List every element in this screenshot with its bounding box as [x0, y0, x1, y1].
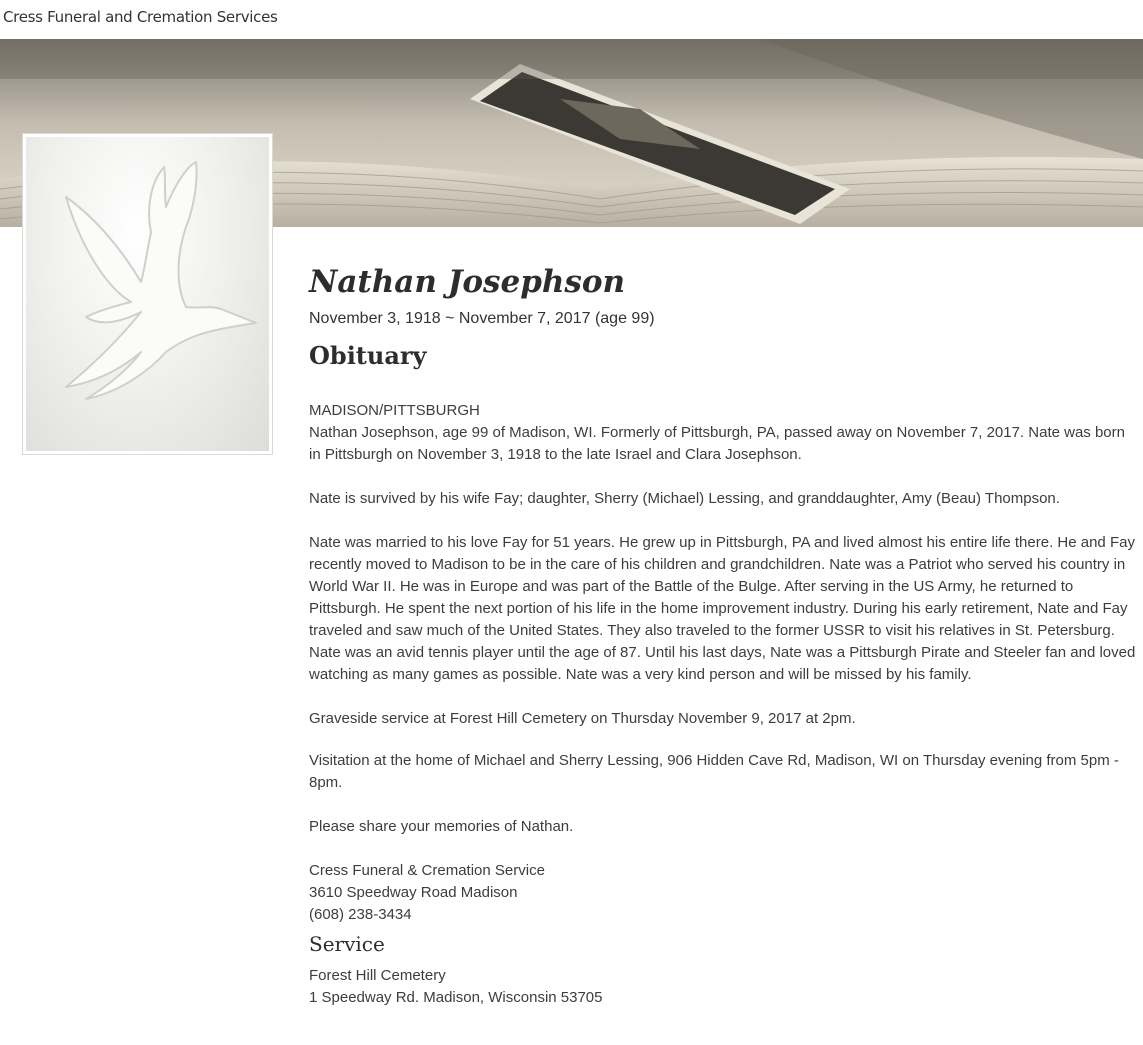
funeral-home-address: 3610 Speedway Road Madison [309, 884, 518, 901]
obituary-life: Nate was married to his love Fay for 51 years. He grew up in Pittsburgh, PA and lived almost his entire life there. He and Fay recently moved to Madison to be in the care of his children and grandchildren. Nate was a Patriot who served his country in World War II. He was in Europe and was part of the Battle of the Bulge. After serving in the US Army, he returned to Pittsburgh. He spent the next portion of his life in the home improvement industry. During his early retirement, Nate and Fay traveled and saw much of the United States. They also traveled to the former USSR to visit his relatives in St. Petersburg. Nate was an avid tennis player until the age of 87. Until his last days, Nate was a Pittsburgh Pirate and Steeler fan and loved watching as many games as possible. Nate was a very kind person and will be missed by his family. [309, 534, 1136, 683]
obituary-survivors: Nate is survived by his wife Fay; daughter, Sherry (Michael) Lessing, and granddaughter, Amy (Beau) Thompson. [309, 490, 1060, 507]
dove-icon [26, 137, 269, 451]
profile-photo [26, 137, 269, 451]
life-dates: November 3, 1918 ~ November 7, 2017 (age 99) [309, 310, 655, 327]
obituary-share: Please share your memories of Nathan. [309, 818, 574, 835]
funeral-home-name: Cress Funeral & Cremation Service [309, 862, 545, 879]
obituary-intro: Nathan Josephson, age 99 of Madison, WI. Formerly of Pittsburgh, PA, passed away on November 7, 2017. Nate was born in Pittsburgh on November 3, 1918 to the late Israel and Clara Josephson. [309, 424, 1125, 463]
funeral-home-phone: (608) 238-3434 [309, 906, 412, 923]
service-details [309, 965, 1139, 1009]
service-venue: Forest Hill Cemetery [309, 967, 446, 984]
site-brand[interactable]: Cress Funeral and Cremation Services [3, 8, 278, 26]
obituary-location: MADISON/PITTSBURGH [309, 402, 480, 419]
obituary-body [309, 400, 1139, 926]
obituary-heading: Obituary [309, 341, 427, 370]
service-heading: Service [309, 932, 385, 956]
deceased-name: Nathan Josephson [309, 264, 626, 300]
service-address: 1 Speedway Rd. Madison, Wisconsin 53705 [309, 989, 603, 1006]
obituary-visitation: Visitation at the home of Michael and Sherry Lessing, 906 Hidden Cave Rd, Madison, WI on Thursday evening from 5pm - 8pm. [309, 752, 1119, 791]
profile-photo-frame [22, 133, 273, 455]
obituary-graveside: Graveside service at Forest Hill Cemetery on Thursday November 9, 2017 at 2pm. [309, 710, 856, 727]
obituary-content [309, 262, 1139, 1009]
